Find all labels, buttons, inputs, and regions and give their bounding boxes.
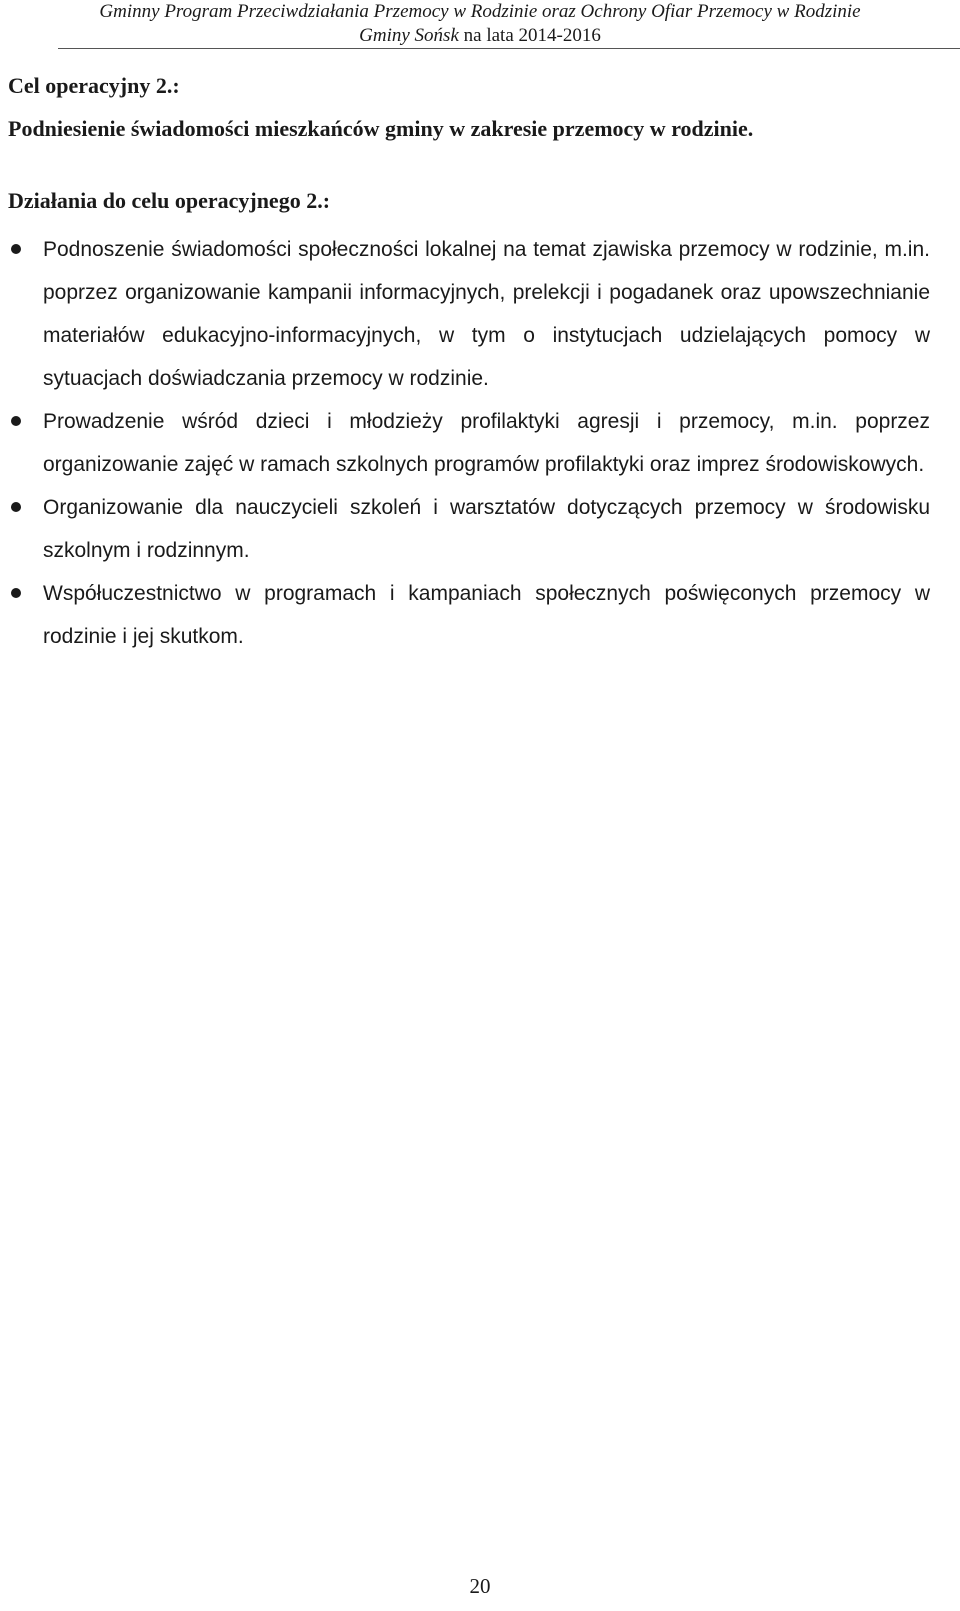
list-item — [0, 572, 960, 658]
running-header — [0, 0, 960, 48]
header-subtitle-years: na lata 2014-2016 — [458, 25, 601, 46]
actions-label: Działania do celu operacyjnego 2.: — [8, 188, 331, 213]
list-item-text: Współuczestnictwo w programach i kampaniach społecznych poświęconych przemocy w rodzinie i jej skutkom. — [43, 582, 930, 648]
bullet-icon — [11, 588, 21, 598]
header-subtitle-place: Gminy Sońsk — [359, 25, 459, 46]
header-divider — [58, 48, 960, 49]
header-subtitle — [0, 24, 960, 48]
list-item-text: Podnoszenie świadomości społeczności lokalnej na temat zjawiska przemocy w rodzinie, m.in. poprzez organizowanie kampanii informacyjnych, prelekcji i pogadanek oraz upowszechnianie materiałów edukacyjno-informacyjnych, w tym o instytucjach udzielających pomocy w sytuacjach doświadczania przemocy w rodzinie. — [43, 238, 930, 390]
goal-text: Podniesienie świadomości mieszkańców gminy w zakresie przemocy w rodzinie. — [8, 116, 754, 141]
header-title: Gminny Program Przeciwdziałania Przemocy w Rodzinie oraz Ochrony Ofiar Przemocy w Rodzinie — [99, 1, 861, 22]
goal-label: Cel operacyjny 2.: — [8, 73, 180, 98]
bullet-icon — [11, 416, 21, 426]
bullet-icon — [11, 502, 21, 512]
list-item-text: Prowadzenie wśród dzieci i młodzieży profilaktyki agresji i przemocy, m.in. poprzez organizowanie zajęć w ramach szkolnych programów profilaktyki oraz imprez środowiskowych. — [43, 410, 930, 476]
list-item-text: Organizowanie dla nauczycieli szkoleń i warsztatów dotyczących przemocy w środowisku szkolnym i rodzinnym. — [43, 496, 930, 562]
list-item — [0, 400, 960, 486]
page-number: 20 — [469, 1574, 491, 1598]
list-item — [0, 228, 960, 400]
list-item — [0, 486, 960, 572]
actions-list — [0, 228, 960, 658]
bullet-icon — [11, 244, 21, 254]
